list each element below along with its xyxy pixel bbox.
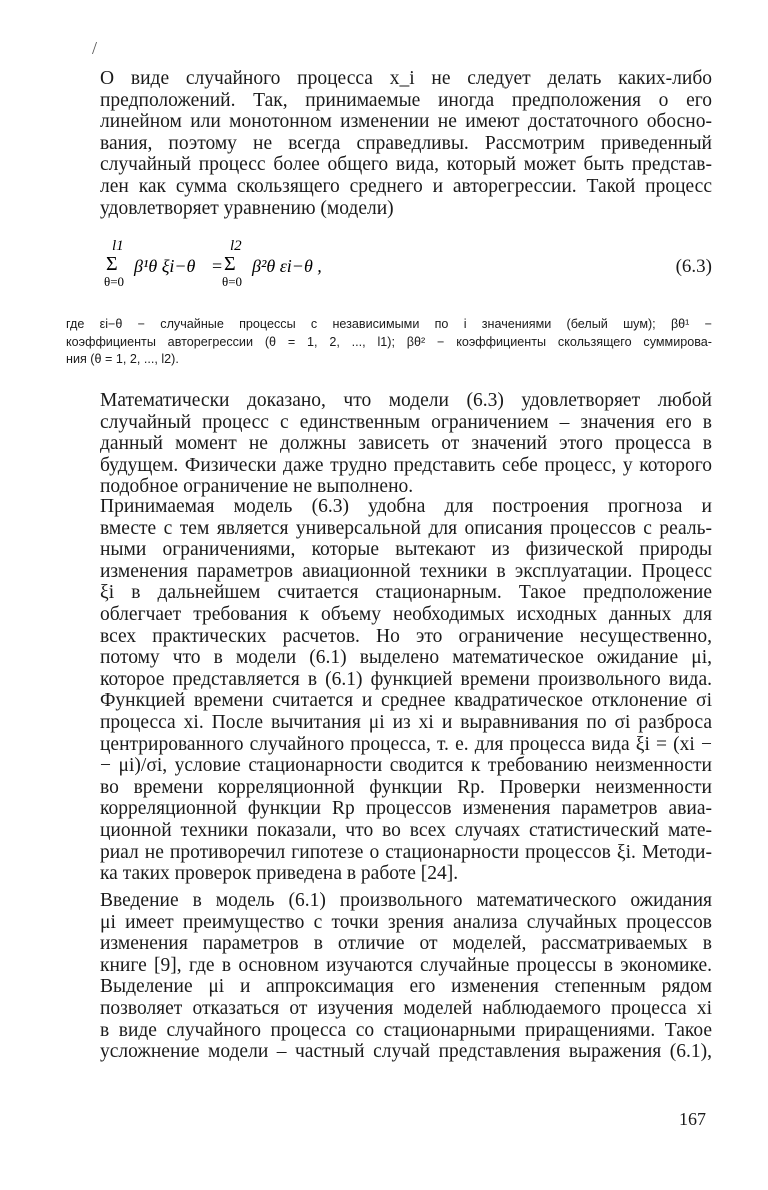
note-line: коэффициенты авторегрессии (θ = 1, 2, ..., l1); βθ² − коэффициенты скользящего суммирова-	[66, 334, 712, 349]
equation-number: (6.3)	[675, 256, 712, 277]
paragraph-math-proof	[66, 390, 712, 498]
text-line: которое представляется в (6.1) функцией времени произвольного вида.	[100, 668, 712, 690]
text-line: всех практических расчетов. Но это ограничение несущественно,	[100, 625, 712, 647]
note-line: ния (θ = 1, 2, ..., l2).	[66, 352, 179, 367]
text-line: Математически доказано, что модели (6.3) удовлетворяет любой	[100, 390, 712, 411]
text-line: изменения параметров в отличие от моделей, рассматриваемых в	[100, 933, 712, 955]
left-sum-upper: l1	[112, 238, 124, 254]
text-line: риал не противоречил гипотезе о стационарности процессов ξi. Методи-	[100, 841, 712, 863]
text-line: предположений. Так, принимаемые иногда предположения о его	[100, 89, 712, 111]
page-number: 167	[679, 1109, 706, 1129]
text-line: данный момент не должны зависеть от значений этого процесса в	[100, 433, 712, 455]
text-line: μi имеет преимущество с точки зрения анализа случайных процессов	[100, 911, 712, 933]
text-line: Введение в модель (6.1) произвольного математического ожидания	[100, 890, 712, 911]
paragraph-expectation	[66, 890, 712, 1063]
text-line: ными ограничениями, которые вытекают из физической природы	[100, 539, 712, 561]
text-line: потому что в модели (6.1) выделено математическое ожидание μi,	[100, 647, 712, 669]
equals-sign: =	[212, 256, 223, 276]
text-line: подобное ограничение не выполнено.	[100, 476, 414, 498]
text-line: позволяет отказаться от изучения моделей наблюдаемого процесса xi	[100, 997, 712, 1019]
text-line: центрированного случайного процесса, т. е. для процесса вида ξi = (xi −	[100, 733, 712, 755]
text-line: Функцией времени считается и среднее квадратическое отклонение σi	[100, 690, 712, 712]
stray-mark: /	[92, 38, 98, 58]
text-line: Принимаемая модель (6.3) удобна для построения прогноза и	[100, 496, 712, 517]
text-line: О виде случайного процесса x_i не следует делать каких-либо	[100, 68, 712, 89]
text-line: вместе с тем является универсальной для описания процессов с реаль-	[100, 517, 712, 539]
text-line: облегчает требования к объему необходимых исходных данных для	[100, 603, 712, 625]
text-line: случайный процесс более общего вида, который может быть представ-	[100, 154, 712, 176]
text-line: корреляционной функции Rp процессов изменения параметров авиа-	[100, 798, 712, 820]
text-line: усложнение модели – частный случай представления выражения (6.1),	[100, 1041, 712, 1063]
text-line: будущем. Физически даже трудно представить себе процесс, у которого	[100, 454, 712, 476]
text-line: Выделение μi и аппроксимация его изменения степенным рядом	[100, 976, 712, 998]
equation-6-3	[66, 236, 712, 296]
text-line: линейном или монотонном изменении не имеют достаточного обосно-	[100, 111, 712, 133]
text-line: процесса xi. После вычитания μi из xi и выравнивания по σi разброса	[100, 711, 712, 733]
footnote-definitions	[66, 316, 712, 369]
left-sum-sign: Σ	[106, 253, 118, 275]
left-sum-lower: θ=0	[104, 274, 125, 289]
paragraph-intro	[66, 68, 712, 219]
equation-graphic	[66, 236, 486, 296]
text-line: случайный процесс с единственным ограничением – значения его в	[100, 411, 712, 433]
paragraph-model-usage	[66, 496, 712, 885]
right-sum-sign: Σ	[224, 253, 236, 275]
text-line: ξi в дальнейшем считается стационарным. Такое предположение	[100, 582, 712, 604]
text-line: в виде случайного процесса со стационарными приращениями. Такое	[100, 1019, 712, 1041]
text-line: книге [9], где в основном изучаются случайные процессы в экономике.	[100, 954, 712, 976]
right-term: β²θ εi−θ ,	[252, 256, 322, 276]
note-line: где εi−θ − случайные процессы с независимыми по i значениями (белый шум); βθ¹ −	[66, 317, 712, 331]
text-line: − μi)/σi, условие стационарности сводится к требованию неизменности	[100, 755, 712, 777]
text-line: во времени корреляционной функции Rp. Проверки неизменности	[100, 776, 712, 798]
left-term: β¹θ ξi−θ	[134, 256, 196, 276]
text-line: ционной техники показали, что во всех случаях статистический мате-	[100, 819, 712, 841]
right-sum-upper: l2	[230, 238, 242, 254]
text-line: ка таких проверок приведена в работе [24].	[100, 863, 459, 885]
text-line: удовлетворяет уравнению (модели)	[100, 197, 394, 219]
right-sum-lower: θ=0	[222, 274, 243, 289]
text-line: лен как сумма скользящего среднего и авторегрессии. Такой процесс	[100, 175, 712, 197]
text-line: изменения параметров авиационной техники в эксплуатации. Процесс	[100, 560, 712, 582]
text-line: вания, поэтому не всегда справедливы. Рассмотрим приведенный	[100, 132, 712, 154]
